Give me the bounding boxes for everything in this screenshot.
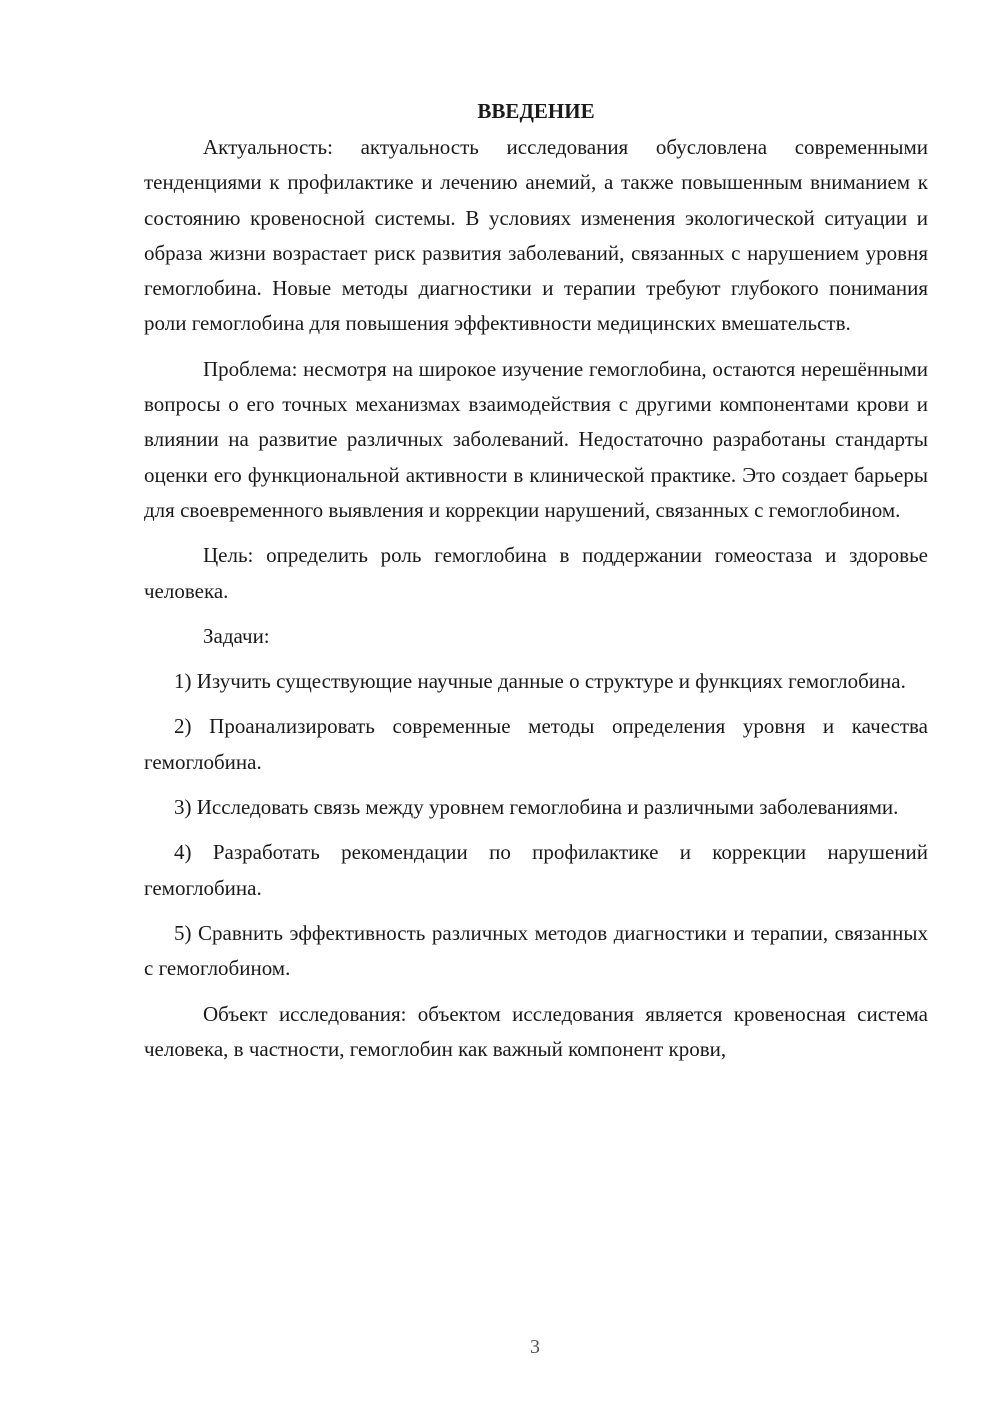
- goal-paragraph: Цель: определить роль гемоглобина в поддержании гомеостаза и здоровье человека.: [144, 543, 928, 603]
- page-content: [144, 94, 928, 1077]
- task-item: 4) Разработать рекомендации по профилактике и коррекции нарушений гемоглобина.: [144, 840, 928, 900]
- task-item: 2) Проанализировать современные методы определения уровня и качества гемоглобина.: [144, 714, 928, 774]
- task-item: 1) Изучить существующие научные данные о структуре и функциях гемоглобина.: [174, 669, 906, 694]
- object-paragraph: Объект исследования: объектом исследования является кровеносная система человека, в частности, гемоглобин как важный компонент крови,: [144, 1001, 928, 1061]
- tasks-label: Задачи:: [203, 623, 270, 648]
- task-item: 5) Сравнить эффективность различных методов диагностики и терапии, связанных с гемоглобином.: [144, 920, 928, 981]
- relevance-paragraph: Актуальность: актуальность исследования обусловлена современными тенденциями к профилактике и лечению анемий, а также повышенным вниманием к состоянию кровеносной системы. В условиях изменения экологической ситуации и образа жизни возрастает риск развития заболеваний, связанных с нарушением уровня гемоглобина. Новые методы диагностики и терапии требуют глубокого понимания роли гемоглобина для повышения эффективности медицинских вмешательств.: [144, 135, 928, 336]
- section-heading: ВВЕДЕНИЕ: [477, 99, 595, 123]
- problem-paragraph: Проблема: несмотря на широкое изучение гемоглобина, остаются нерешёнными вопросы о его точных механизмах взаимодействия с другими компонентами крови и влиянии на развитие различных заболеваний. Недостаточно разработаны стандарты оценки его функциональной активности в клинической практике. Это создает барьеры для своевременного выявления и коррекции нарушений, связанных с гемоглобином.: [144, 356, 928, 522]
- task-item: 3) Исследовать связь между уровнем гемоглобина и различными заболеваниями.: [174, 795, 899, 820]
- page-number: 3: [530, 1336, 540, 1358]
